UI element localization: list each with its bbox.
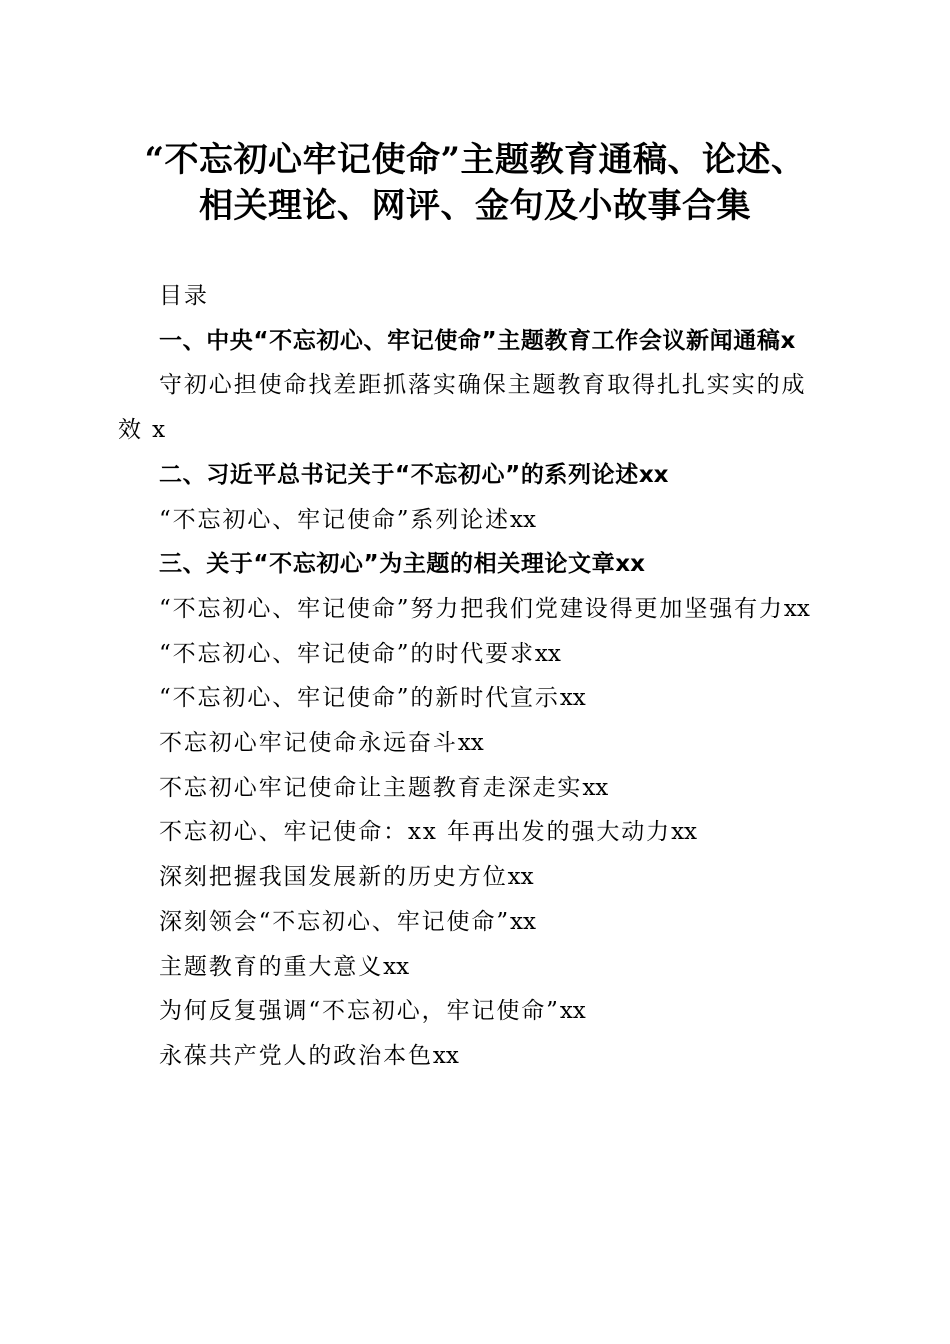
toc-page-ref: xx — [510, 506, 536, 533]
toc-entry-text: 主题教育的重大意义 — [159, 953, 384, 980]
toc-entry[interactable] — [118, 632, 830, 677]
toc-entry[interactable] — [118, 363, 830, 452]
toc-page-ref: xx — [457, 730, 484, 757]
document-title-line-2: 相关理论、网评、金句及小故事合集 — [199, 186, 751, 226]
toc-entry-text: “不忘初心、牢记使命”的时代要求 — [159, 640, 535, 667]
toc-section-heading[interactable] — [118, 453, 830, 498]
toc-entry[interactable] — [118, 900, 830, 945]
toc-entry[interactable] — [118, 498, 830, 543]
toc-page-ref: xx — [582, 774, 609, 801]
toc-entry-text: 深刻领会“不忘初心、牢记使命” — [159, 908, 511, 935]
toc-page-ref: xx — [615, 551, 645, 578]
toc-page-ref: xx — [507, 864, 534, 891]
toc-page-ref: x — [152, 417, 166, 444]
toc-entry-text: 不忘初心、牢记使命：xx 年再出发的强大动力 — [159, 819, 672, 846]
toc-page-ref: xx — [432, 1042, 459, 1069]
toc-entry-text: “不忘初心、牢记使命”努力把我们党建设得更加坚强有力 — [159, 595, 784, 622]
toc-entry[interactable] — [118, 855, 830, 900]
toc-section-heading[interactable] — [118, 542, 830, 587]
toc-page-ref: xx — [383, 953, 410, 980]
toc-entry-text: 深刻把握我国发展新的历史方位 — [159, 864, 508, 891]
toc-entry[interactable] — [118, 810, 830, 855]
toc-entry[interactable] — [118, 676, 830, 721]
toc-entry[interactable] — [118, 587, 830, 632]
toc-entry[interactable] — [118, 945, 830, 990]
toc-page-ref: xx — [783, 595, 810, 622]
toc-page-ref: xx — [534, 640, 561, 667]
table-of-contents — [118, 274, 830, 1079]
toc-entry-text: “不忘初心、牢记使命”的新时代宣示 — [159, 685, 560, 712]
toc-entry-text: 一、中央“不忘初心、牢记使命”主题教育工作会议新闻通稿 — [159, 327, 781, 354]
toc-entry[interactable] — [118, 989, 830, 1034]
toc-page-ref: xx — [638, 461, 669, 488]
toc-entry-text: 永葆共产党人的政治本色 — [159, 1042, 433, 1069]
toc-entry-text: 二、习近平总书记关于“不忘初心”的系列论述 — [159, 461, 639, 488]
toc-entry[interactable] — [118, 766, 830, 811]
toc-entry-text: “不忘初心、牢记使命”系列论述 — [159, 506, 511, 533]
toc-entry-text: 为何反复强调“不忘初心，牢记使命” — [159, 998, 560, 1025]
toc-page-ref: xx — [559, 998, 586, 1025]
toc-page-ref: xx — [510, 908, 536, 935]
toc-entry[interactable] — [118, 1034, 830, 1079]
toc-section-heading[interactable] — [118, 319, 830, 364]
toc-entry-text: 三、关于“不忘初心”为主题的相关理论文章 — [159, 551, 616, 578]
toc-entry-text: 不忘初心牢记使命让主题教育走深走实 — [159, 774, 583, 801]
document-title-line-1: “不忘初心牢记使命”主题教育通稿、论述、 — [144, 140, 806, 180]
toc-heading: 目录 — [159, 283, 209, 309]
toc-page-ref: xx — [559, 685, 586, 712]
toc-entry-text: 不忘初心牢记使命永远奋斗 — [159, 730, 458, 757]
toc-entry-text: 守初心担使命找差距抓落实确保主题教育取得扎扎实实的成效 — [118, 372, 807, 444]
toc-entry[interactable] — [118, 721, 830, 766]
toc-page-ref: x — [780, 327, 796, 354]
toc-page-ref: xx — [671, 819, 698, 846]
